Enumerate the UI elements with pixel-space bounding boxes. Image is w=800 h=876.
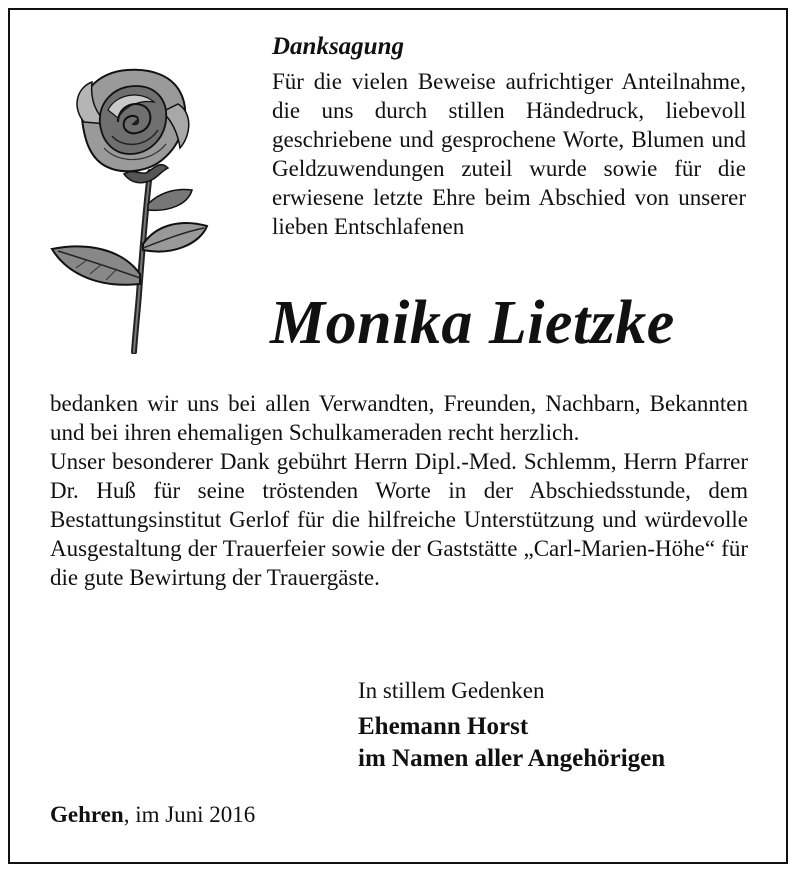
place-name: Gehren bbox=[50, 802, 124, 827]
place-date-line bbox=[50, 800, 255, 829]
body-text bbox=[50, 389, 748, 592]
special-thanks-paragraph: Unser besonderer Dank gebührt Herrn Dipl.-Med. Schlemm, Herrn Pfarrer Dr. Huß für seine tröstenden Worte in der Abschiedsstunde, dem Bestattungsinstitut Gerlof für die hilfreiche Unterstützung und würdevolle Ausgestaltung der Trauerfeier sowie der Gaststätte „Carl-Marien-Höhe“ für die gute Bewirtung der Trauergäste. bbox=[50, 449, 748, 590]
date-text: , im Juni 2016 bbox=[123, 802, 256, 827]
intro-paragraph: Für die vielen Beweise aufrichtiger Anteilnahme, die uns durch stillen Händedruck, liebevoll geschriebene und gesprochene Worte, Blumen und Geldzuwendungen zuteil wurde sowie für die erwiesene letzte Ehre beim Abschied von unserer lieben Entschlafenen bbox=[272, 69, 746, 239]
notice-heading: Danksagung bbox=[272, 33, 404, 60]
thanks-paragraph: bedanken wir uns bei allen Verwandten, Freunden, Nachbarn, Bekannten und bei ihren ehemaligen Schulkameraden recht herzlich. bbox=[50, 391, 748, 445]
signature-line-1: Ehemann Horst bbox=[358, 713, 529, 740]
deceased-name: Monika Lietzke bbox=[270, 289, 675, 357]
rose-icon bbox=[42, 64, 222, 354]
signature-line-2: im Namen aller Angehörigen bbox=[358, 745, 666, 772]
closing-phrase: In stillem Gedenken bbox=[358, 678, 545, 703]
